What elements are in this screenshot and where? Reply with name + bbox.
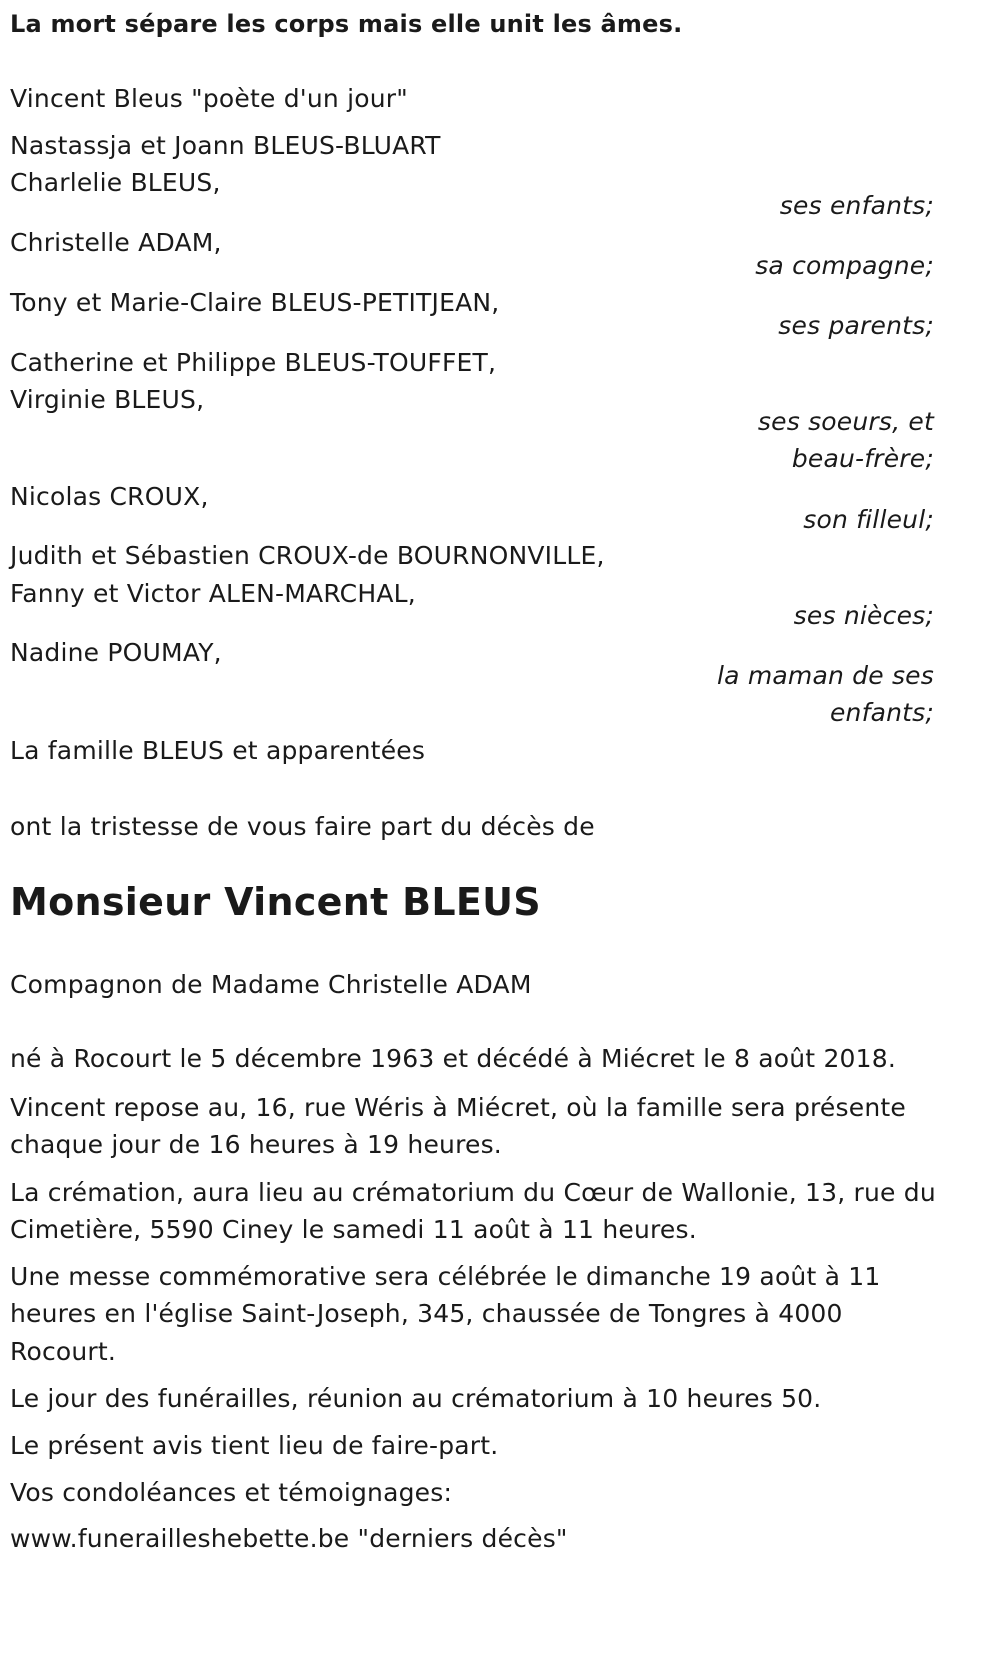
extended-family-line: La famille BLEUS et apparentées bbox=[10, 736, 426, 765]
birth-death-line: né à Rocourt le 5 décembre 1963 et décédé à Miécret le 8 août 2018. bbox=[10, 1044, 897, 1073]
mass-line-1: Une messe commémorative sera célébrée le dimanche 19 août à 11 bbox=[10, 1262, 881, 1291]
children-role: ses enfants; bbox=[779, 191, 934, 220]
nieces-line-2: Fanny et Victor ALEN-MARCHAL, bbox=[10, 579, 416, 608]
children-line-1: Nastassja et Joann BLEUS-BLUART bbox=[10, 131, 441, 160]
nieces-role: ses nièces; bbox=[793, 601, 934, 630]
cremation-line-2: Cimetière, 5590 Ciney le samedi 11 août à 11 heures. bbox=[10, 1215, 697, 1244]
godson-line: Nicolas CROUX, bbox=[10, 482, 209, 511]
mother-line: Nadine POUMAY, bbox=[10, 638, 222, 667]
rest-line-2: chaque jour de 16 heures à 19 heures. bbox=[10, 1130, 502, 1159]
meeting-line: Le jour des funérailles, réunion au crématorium à 10 heures 50. bbox=[10, 1384, 822, 1413]
companion-line: Compagnon de Madame Christelle ADAM bbox=[10, 970, 532, 999]
parents-line: Tony et Marie-Claire BLEUS-PETITJEAN, bbox=[10, 288, 500, 317]
deceased-name: Monsieur Vincent BLEUS bbox=[10, 880, 541, 924]
sisters-role-1: ses soeurs, et bbox=[757, 407, 934, 436]
notice-line: Le présent avis tient lieu de faire-part. bbox=[10, 1431, 499, 1460]
website-link[interactable]: www.funerailleshebette.be "derniers décès" bbox=[10, 1524, 568, 1553]
sisters-line-2: Virginie BLEUS, bbox=[10, 385, 205, 414]
cremation-line-1: La crémation, aura lieu au crématorium du Cœur de Wallonie, 13, rue du bbox=[10, 1178, 936, 1207]
mass-line-2: heures en l'église Saint-Joseph, 345, chaussée de Tongres à 4000 bbox=[10, 1299, 843, 1328]
partner-line: Christelle ADAM, bbox=[10, 228, 222, 257]
parents-role: ses parents; bbox=[778, 311, 934, 340]
mother-role-2: enfants; bbox=[829, 698, 934, 727]
condolences-line: Vos condoléances et témoignages: bbox=[10, 1478, 453, 1507]
line-vincent-poet: Vincent Bleus "poète d'un jour" bbox=[10, 84, 408, 113]
children-line-2: Charlelie BLEUS, bbox=[10, 168, 221, 197]
godson-role: son filleul; bbox=[803, 505, 934, 534]
sisters-line-1: Catherine et Philippe BLEUS-TOUFFET, bbox=[10, 348, 497, 377]
mother-role-1: la maman de ses bbox=[717, 661, 934, 690]
quote: La mort sépare les corps mais elle unit les âmes. bbox=[10, 10, 683, 38]
mass-line-3: Rocourt. bbox=[10, 1337, 117, 1366]
rest-line-1: Vincent repose au, 16, rue Wéris à Miécret, où la famille sera présente bbox=[10, 1093, 906, 1122]
nieces-line-1: Judith et Sébastien CROUX-de BOURNONVILLE, bbox=[10, 541, 605, 570]
announcement-line: ont la tristesse de vous faire part du décès de bbox=[10, 812, 595, 841]
partner-role: sa compagne; bbox=[755, 251, 934, 280]
sisters-role-2: beau-frère; bbox=[791, 444, 934, 473]
